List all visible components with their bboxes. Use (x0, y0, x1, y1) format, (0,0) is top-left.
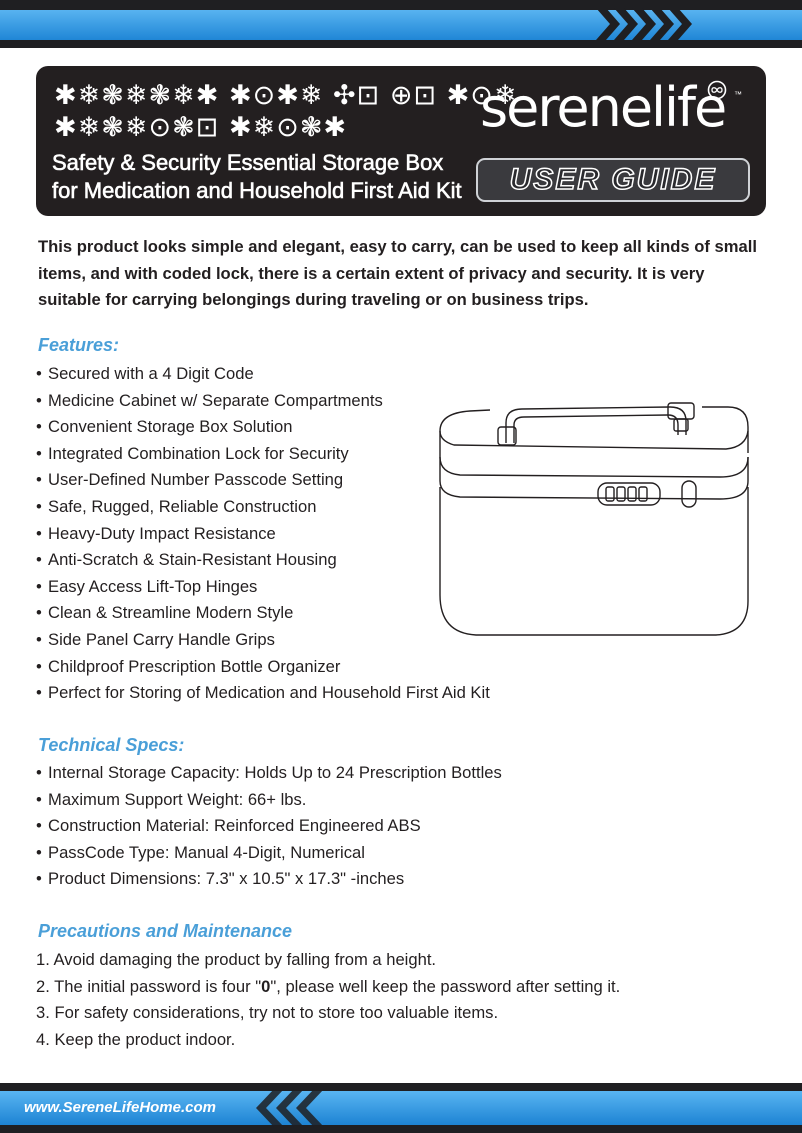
header-panel (36, 66, 766, 216)
chevrons-right-icon (596, 8, 696, 40)
list-item: 1. Avoid damaging the product by falling from a height. (36, 950, 437, 969)
brand-logo: serenelife (480, 76, 726, 139)
list-item: 3. For safety considerations, try not to store too valuable items. (36, 1003, 499, 1023)
list-item: • Heavy-Duty Impact Resistance (36, 523, 276, 543)
specs-list (36, 760, 502, 893)
specs-title: Technical Specs: (38, 735, 185, 755)
intro-paragraph: This product looks simple and elegant, easy to carry, can be used to keep all kinds of small items, and with coded lock, there is a certain extent of privacy and security. It is very suitable for carrying belongings during traveling or on business trips. (38, 237, 757, 309)
features-title: Features: (38, 335, 120, 355)
list-item: • PassCode Type: Manual 4-Digit, Numerical (36, 842, 365, 862)
features-list (36, 361, 490, 707)
list-item: • Perfect for Storing of Medication and Household First Aid Kit (36, 683, 490, 703)
storage-box-illustration (430, 395, 760, 640)
header-subtitle-line-1: Safety & Security Essential Storage Box (52, 150, 444, 175)
list-item: • Maximum Support Weight: 66+ lbs. (36, 789, 307, 809)
list-item: • Integrated Combination Lock for Security (36, 443, 349, 463)
header-subtitle-line-2: for Medication and Household First Aid Kit (52, 178, 462, 203)
list-item: • Secured with a 4 Digit Code (36, 364, 254, 383)
list-item: • Medicine Cabinet w/ Separate Compartments (36, 390, 383, 410)
header-glyph-line-2: ✱❄❃❄⊙❃⊡ ✱❄⊙❃✱ (54, 112, 348, 143)
footer-banner (0, 1083, 802, 1133)
list-item: • Easy Access Lift-Top Hinges (36, 576, 258, 596)
list-item: • Clean & Streamline Modern Style (36, 603, 294, 623)
list-item: 4. Keep the product indoor. (36, 1029, 236, 1049)
precautions-title: Precautions and Maintenance (38, 921, 293, 941)
list-item: • Product Dimensions: 7.3" x 10.5" x 17.3" -inches (36, 869, 405, 889)
list-item: • Side Panel Carry Handle Grips (36, 629, 275, 649)
precautions-list (36, 947, 620, 1053)
list-item: • Anti-Scratch & Stain-Resistant Housing (36, 550, 337, 570)
list-item: 2. The initial password is four "0", please well keep the password after setting it. (36, 976, 621, 996)
infinity-badge-icon (707, 80, 727, 100)
trademark-symbol: ™ (734, 90, 742, 99)
user-guide-badge (476, 158, 750, 202)
list-item: • Construction Material: Reinforced Engineered ABS (36, 816, 421, 836)
list-item: • Internal Storage Capacity: Holds Up to 24 Prescription Bottles (36, 763, 502, 782)
website-link[interactable]: www.SereneLifeHome.com (24, 1099, 216, 1116)
list-item: • Childproof Prescription Bottle Organizer (36, 656, 341, 676)
header-glyph-line-1: ✱❄❃❄❃❄✱ ✱⊙✱❄ ✣⊡ ⊕⊡ ✱⊙❄ (54, 80, 518, 111)
chevrons-left-icon (250, 1089, 340, 1127)
top-banner (0, 0, 802, 48)
list-item: • User-Defined Number Passcode Setting (36, 470, 344, 490)
list-item: • Convenient Storage Box Solution (36, 417, 293, 437)
list-item: • Safe, Rugged, Reliable Construction (36, 496, 317, 516)
user-guide-label: USER GUIDE (509, 163, 717, 196)
